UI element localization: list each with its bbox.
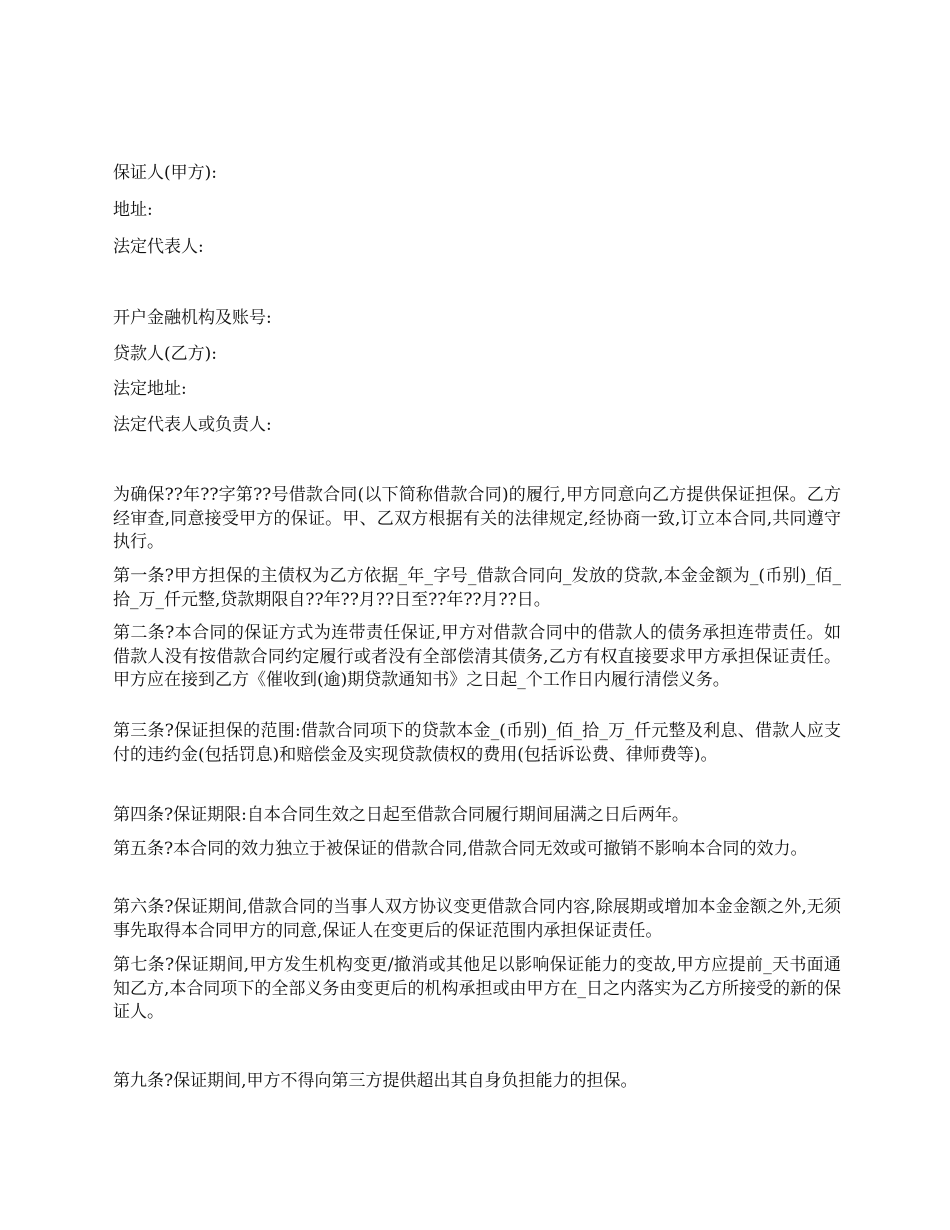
article-3: 第三条?保证担保的范围:借款合同项下的贷款本金_(币别)_佰_拾_万_仟元整及利息、借款人应支付的违约金(包括罚息)和赔偿金及实现贷款债权的费用(包括诉讼费、律师费等)。 xyxy=(113,721,841,765)
article-5: 第五条?本合同的效力独立于被保证的借款合同,借款合同无效或可撤销不影响本合同的效力。 xyxy=(113,839,808,859)
lender-field: 贷款人(乙方): xyxy=(113,344,217,364)
guarantor-field: 保证人(甲方): xyxy=(113,163,217,183)
address-field: 地址: xyxy=(113,200,153,220)
article-2: 第二条?本合同的保证方式为连带责任保证,甲方对借款合同中的借款人的债务承担连带责任。如借款人没有按借款合同约定履行或者没有全部偿清其债务,乙方有权直接要求甲方承担保证责任。甲方应在接到乙方《催收到(逾)期贷款通知书》之日起_个工作日内履行清偿义务。 xyxy=(113,623,841,690)
article-9: 第九条?保证期间,甲方不得向第三方提供超出其自身负担能力的担保。 xyxy=(113,1071,638,1091)
intro-paragraph: 为确保??年??字第??号借款合同(以下简称借款合同)的履行,甲方同意向乙方提供保证担保。乙方经审查,同意接受甲方的保证。甲、乙双方根据有关的法律规定,经协商一致,订立本合同,共同遵守执行。 xyxy=(113,485,841,552)
article-1: 第一条?甲方担保的主债权为乙方依据_年_字号_借款合同向_发放的贷款,本金金额为_(币别)_佰_拾_万_仟元整,贷款期限自??年??月??日至??年??月??日。 xyxy=(113,566,841,610)
bank-account-field: 开户金融机构及账号: xyxy=(113,308,272,328)
legal-rep-or-leader-field: 法定代表人或负责人: xyxy=(113,415,272,435)
article-7: 第七条?保证期间,甲方发生机构变更/撤消或其他足以影响保证能力的变故,甲方应提前_天书面通知乙方,本合同项下的全部义务由变更后的机构承担或由甲方在_日之内落实为乙方所接受的新的保证人。 xyxy=(113,955,841,1022)
legal-address-field: 法定地址: xyxy=(113,379,187,399)
legal-rep-field: 法定代表人: xyxy=(113,237,204,257)
article-4: 第四条?保证期限:自本合同生效之日起至借款合同履行期间届满之日后两年。 xyxy=(113,805,689,825)
article-6: 第六条?保证期间,借款合同的当事人双方协议变更借款合同内容,除展期或增加本金金额之外,无须事先取得本合同甲方的同意,保证人在变更后的保证范围内承担保证责任。 xyxy=(113,897,841,941)
